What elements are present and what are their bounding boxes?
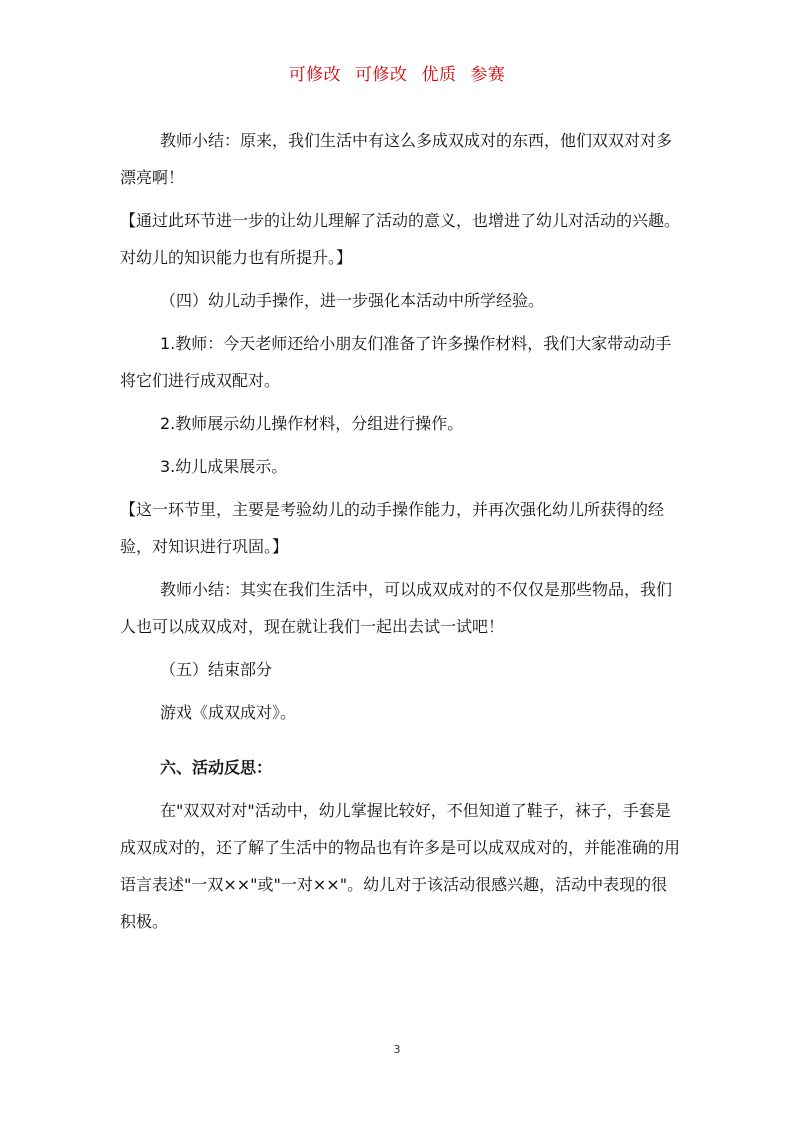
- paragraph-game: 游戏《成双成对》。: [160, 703, 297, 722]
- paragraph-reflection: 在"双双对对"活动中，幼儿掌握比较好，不但知道了鞋子，袜子，手套是成双成对的，还了解了生活中的物品也有许多是可以成双成对的，并能准确的用语言表述"一双××"或"一对××"。幼儿对于该活动很感兴趣，活动中表现的很积极。: [120, 801, 681, 931]
- document-body: [120, 122, 680, 946]
- paragraph-item-1: 1.教师：今天老师还给小朋友们准备了许多操作材料，我们大家带动动手将它们进行成双配对。: [120, 334, 672, 390]
- header-item-contest: 参赛: [470, 65, 506, 85]
- paragraph-item-3: 3.幼儿成果展示。: [160, 457, 288, 476]
- page-header: [0, 60, 794, 85]
- paragraph-teacher-summary-1: 教师小结：原来，我们生活中有这么多成双成对的东西，他们双双对对多漂亮啊！: [120, 131, 673, 187]
- paragraph-note-1: 【通过此环节进一步的让幼儿理解了活动的意义，也增进了幼儿对活动的兴趣。对幼儿的知识能力也有所提升。】: [120, 211, 681, 267]
- header-item-editable-1: 可修改: [288, 65, 342, 85]
- paragraph-step-five: （五）结束部分: [160, 660, 273, 679]
- section-spacer: [120, 737, 680, 749]
- header-item-quality: 优质: [421, 65, 457, 85]
- paragraph-step-four: （四）幼儿动手操作，进一步强化本活动中所学经验。: [160, 291, 545, 310]
- page-number: 3: [393, 1043, 401, 1056]
- paragraph-item-2: 2.教师展示幼儿操作材料，分组进行操作。: [160, 414, 464, 433]
- header-item-editable-2: 可修改: [355, 65, 408, 85]
- paragraph-note-2: 【这一环节里，主要是考验幼儿的动手操作能力，并再次强化幼儿所获得的经验，对知识进行巩固。】: [120, 500, 665, 556]
- paragraph-teacher-summary-2: 教师小结：其实在我们生活中，可以成双成对的不仅仅是那些物品，我们人也可以成双成对，现在就让我们一起出去试一试吧！: [120, 580, 673, 636]
- section-heading-reflection: 六、活动反思：: [160, 758, 273, 777]
